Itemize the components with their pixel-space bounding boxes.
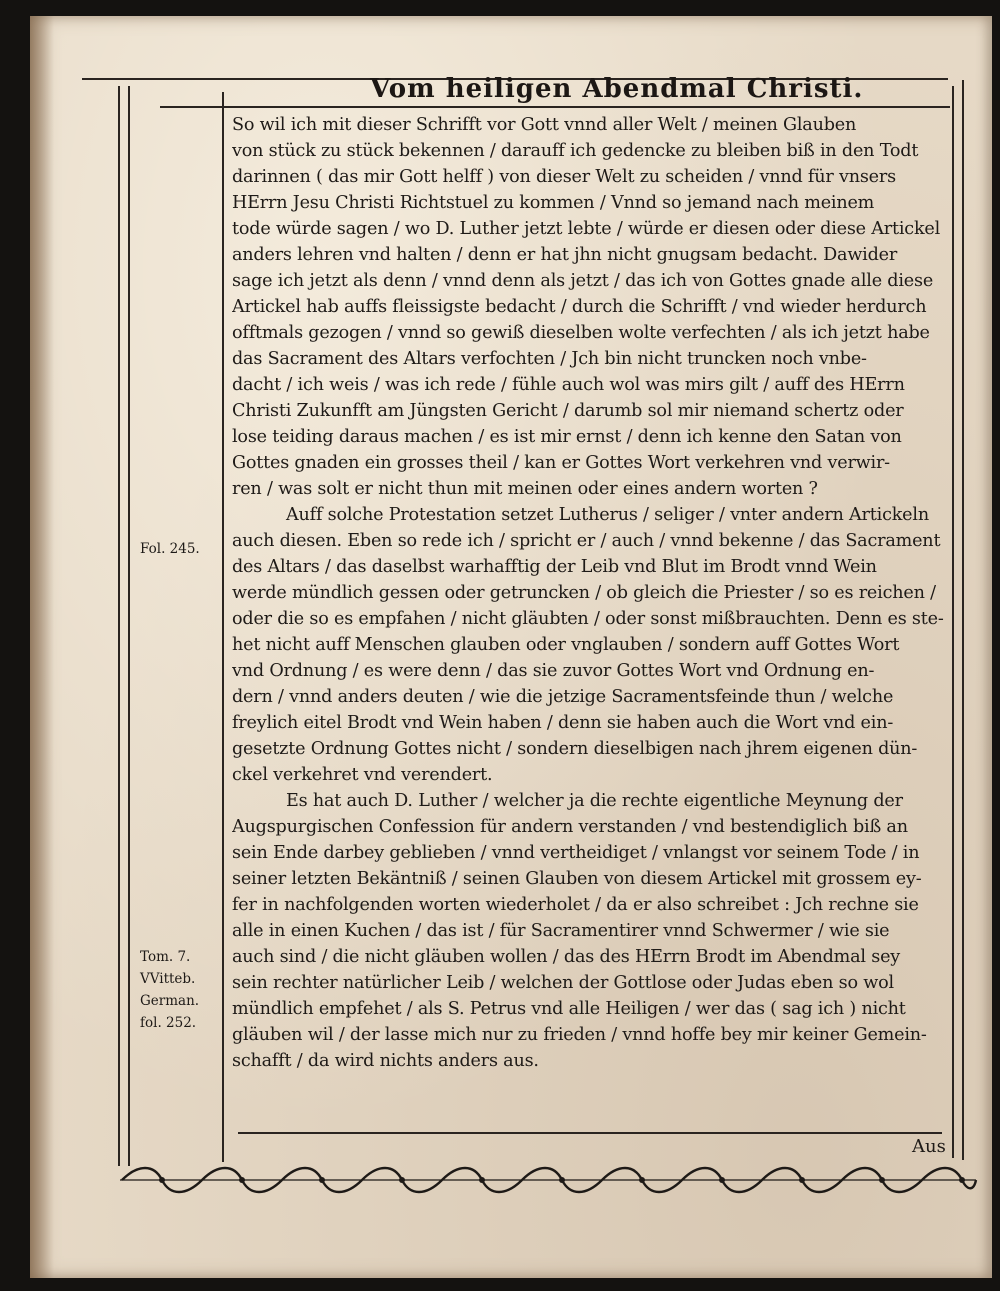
text-line: auch diesen. Eben so rede ich / spricht er / auch / vnnd bekenne / das Sacrament — [232, 531, 941, 551]
text-line: ckel verkehret vnd verendert. — [232, 765, 493, 785]
gutter-shadow — [30, 16, 54, 1278]
text-line: gläuben wil / der lasse mich nur zu frieden / vnnd hoffe bey mir keiner Gemein- — [232, 1025, 927, 1045]
text-column-rule — [222, 92, 224, 1162]
text-line: gesetzte Ordnung Gottes nicht / sondern dieselbigen nach jhrem eigenen dün- — [232, 739, 918, 759]
text-line: schafft / da wird nichts anders aus. — [232, 1051, 539, 1071]
text-line: vnd Ordnung / es were denn / das sie zuvor Gottes Wort vnd Ordnung en- — [232, 661, 875, 681]
margin-note-wittenberg: VVitteb. — [140, 971, 196, 987]
text-line: dern / vnnd anders deuten / wie die jetzige Sacramentsfeinde thun / welche — [232, 687, 894, 707]
text-line: Auff solche Protestation setzet Lutherus / seliger / vnter andern Artickeln — [286, 505, 929, 525]
margin-note-folio: fol. 252. — [140, 1015, 197, 1031]
text-line: seiner letzten Bekäntniß / seinen Glauben von diesem Artickel mit grossem ey- — [232, 869, 922, 889]
right-rule-outer — [962, 80, 964, 1160]
text-line: Christi Zukunfft am Jüngsten Gericht / darumb sol mir niemand schertz oder — [232, 401, 904, 421]
text-line: Es hat auch D. Luther / welcher ja die rechte eigentliche Meynung der — [286, 791, 903, 811]
text-line: offtmals gezogen / vnnd so gewiß dieselben wolte verfechten / als ich jetzt habe — [232, 323, 930, 343]
text-line: dacht / ich weis / was ich rede / fühle auch wol was mirs gilt / auff des HErrn — [232, 375, 905, 395]
text-line: freylich eitel Brodt vnd Wein haben / denn sie haben auch die Wort vnd ein- — [232, 713, 894, 733]
right-rule-inner — [952, 86, 954, 1158]
catchword: Aus — [912, 1136, 946, 1157]
text-line: oder die so es empfahen / nicht gläubten / oder sonst mißbrauchten. Denn es ste- — [232, 609, 944, 629]
text-line: Augspurgischen Confession für andern verstanden / vnd bestendiglich biß an — [232, 817, 908, 837]
text-line: sage ich jetzt als denn / vnnd denn als jetzt / das ich von Gottes gnade alle diese — [232, 271, 934, 291]
text-line: sein rechter natürlicher Leib / welchen der Gottlose oder Judas eben so wol — [232, 973, 894, 993]
ornamental-border — [118, 1160, 978, 1200]
text-line: fer in nachfolgenden worten wiederholet / da er also schreibet : Jch rechne sie — [232, 895, 919, 915]
text-line: So wil ich mit dieser Schrifft vor Gott vnnd aller Welt / meinen Glauben — [232, 115, 857, 135]
margin-note-tom: Tom. 7. — [140, 949, 191, 965]
bottom-rule — [238, 1132, 942, 1134]
margin-rule-outer — [118, 86, 120, 1166]
margin-note-fol: Fol. 245. — [140, 541, 200, 557]
text-line: sein Ende darbey geblieben / vnnd vertheidiget / vnlangst vor seinem Tode / in — [232, 843, 920, 863]
margin-note-german: German. — [140, 993, 200, 1009]
text-line: het nicht auff Menschen glauben oder vnglauben / sondern auff Gottes Wort — [232, 635, 900, 655]
text-line: alle in einen Kuchen / das ist / für Sacramentirer vnnd Schwermer / wie sie — [232, 921, 890, 941]
text-line: von stück zu stück bekennen / darauff ich gedencke zu bleiben biß in den Todt — [232, 141, 919, 161]
text-line: auch sind / die nicht gläuben wollen / das des HErrn Brodt im Abendmal sey — [232, 947, 901, 967]
text-line: das Sacrament des Altars verfochten / Jch bin nicht truncken noch vnbe- — [232, 349, 867, 369]
body-text — [232, 112, 952, 1074]
running-head: Vom heiligen Abendmal Christi. — [370, 74, 864, 104]
text-line: HErrn Jesu Christi Richtstuel zu kommen / Vnnd so jemand nach meinem — [232, 193, 875, 213]
text-line: des Altars / das daselbst warhafftig der Leib vnd Blut im Brodt vnnd Wein — [232, 557, 877, 577]
text-line: werde mündlich gessen oder getruncken / ob gleich die Priester / so es reichen / — [232, 583, 936, 603]
text-line: darinnen ( das mir Gott helff ) von dieser Welt zu scheiden / vnnd für vnsers — [232, 167, 896, 187]
text-line: mündlich empfehet / als S. Petrus vnd alle Heiligen / wer das ( sag ich ) nicht — [232, 999, 906, 1019]
header-rule-bottom — [160, 106, 950, 108]
text-line: anders lehren vnd halten / denn er hat jhn nicht gnugsam bedacht. Dawider — [232, 245, 898, 265]
text-line: lose teiding daraus machen / es ist mir ernst / denn ich kenne den Satan von — [232, 427, 902, 447]
text-line: tode würde sagen / wo D. Luther jetzt lebte / würde er diesen oder diese Artickel — [232, 219, 941, 239]
text-line: Artickel hab auffs fleissigste bedacht / durch die Schrifft / vnd wieder herdurch — [232, 297, 927, 317]
text-line: Gottes gnaden ein grosses theil / kan er Gottes Wort verkehren vnd verwir- — [232, 453, 890, 473]
text-line: ren / was solt er nicht thun mit meinen oder eines andern worten ? — [232, 479, 818, 499]
margin-rule-inner — [128, 86, 130, 1166]
